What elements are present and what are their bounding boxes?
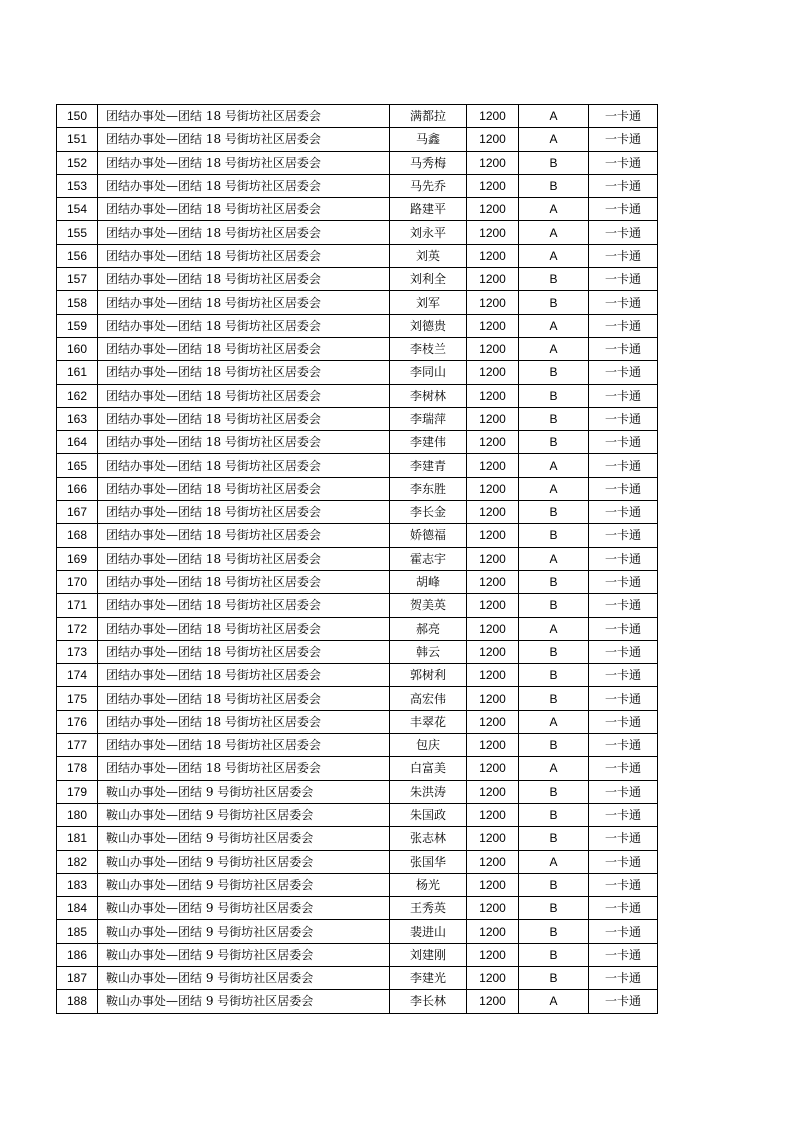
amount-cell: 1200 bbox=[467, 570, 519, 593]
table-row bbox=[57, 687, 658, 710]
payment-cell: 一卡通 bbox=[589, 873, 658, 896]
grade-cell: B bbox=[519, 524, 589, 547]
amount-cell: 1200 bbox=[467, 151, 519, 174]
table-row bbox=[57, 780, 658, 803]
payment-cell: 一卡通 bbox=[589, 757, 658, 780]
grade-cell: B bbox=[519, 687, 589, 710]
amount-cell: 1200 bbox=[467, 337, 519, 360]
row-number-cell: 150 bbox=[57, 105, 98, 128]
row-number-cell: 166 bbox=[57, 477, 98, 500]
name-cell: 高宏伟 bbox=[390, 687, 467, 710]
roster-table bbox=[56, 104, 658, 1014]
name-cell: 路建平 bbox=[390, 198, 467, 221]
unit-cell: 团结办事处—团结 18 号街坊社区居委会 bbox=[98, 664, 390, 687]
amount-cell: 1200 bbox=[467, 407, 519, 430]
name-cell: 李东胜 bbox=[390, 477, 467, 500]
name-cell: 马秀梅 bbox=[390, 151, 467, 174]
payment-cell: 一卡通 bbox=[589, 244, 658, 267]
table-row bbox=[57, 244, 658, 267]
unit-cell: 鞍山办事处—团结 9 号街坊社区居委会 bbox=[98, 966, 390, 989]
roster-table-body bbox=[57, 105, 658, 1014]
payment-cell: 一卡通 bbox=[589, 640, 658, 663]
amount-cell: 1200 bbox=[467, 827, 519, 850]
row-number-cell: 183 bbox=[57, 873, 98, 896]
unit-cell: 团结办事处—团结 18 号街坊社区居委会 bbox=[98, 524, 390, 547]
grade-cell: B bbox=[519, 431, 589, 454]
amount-cell: 1200 bbox=[467, 314, 519, 337]
row-number-cell: 188 bbox=[57, 990, 98, 1013]
unit-cell: 团结办事处—团结 18 号街坊社区居委会 bbox=[98, 547, 390, 570]
row-number-cell: 181 bbox=[57, 827, 98, 850]
table-row bbox=[57, 454, 658, 477]
unit-cell: 团结办事处—团结 18 号街坊社区居委会 bbox=[98, 734, 390, 757]
unit-cell: 团结办事处—团结 18 号街坊社区居委会 bbox=[98, 198, 390, 221]
amount-cell: 1200 bbox=[467, 524, 519, 547]
table-row bbox=[57, 594, 658, 617]
amount-cell: 1200 bbox=[467, 384, 519, 407]
payment-cell: 一卡通 bbox=[589, 734, 658, 757]
amount-cell: 1200 bbox=[467, 873, 519, 896]
table-row bbox=[57, 920, 658, 943]
name-cell: 李同山 bbox=[390, 361, 467, 384]
name-cell: 张国华 bbox=[390, 850, 467, 873]
row-number-cell: 163 bbox=[57, 407, 98, 430]
grade-cell: B bbox=[519, 920, 589, 943]
row-number-cell: 155 bbox=[57, 221, 98, 244]
grade-cell: A bbox=[519, 477, 589, 500]
payment-cell: 一卡通 bbox=[589, 617, 658, 640]
unit-cell: 团结办事处—团结 18 号街坊社区居委会 bbox=[98, 710, 390, 733]
grade-cell: B bbox=[519, 873, 589, 896]
row-number-cell: 169 bbox=[57, 547, 98, 570]
unit-cell: 鞍山办事处—团结 9 号街坊社区居委会 bbox=[98, 780, 390, 803]
name-cell: 刘英 bbox=[390, 244, 467, 267]
row-number-cell: 167 bbox=[57, 501, 98, 524]
row-number-cell: 168 bbox=[57, 524, 98, 547]
amount-cell: 1200 bbox=[467, 477, 519, 500]
grade-cell: B bbox=[519, 361, 589, 384]
unit-cell: 团结办事处—团结 18 号街坊社区居委会 bbox=[98, 174, 390, 197]
unit-cell: 团结办事处—团结 18 号街坊社区居委会 bbox=[98, 314, 390, 337]
name-cell: 胡峰 bbox=[390, 570, 467, 593]
grade-cell: A bbox=[519, 454, 589, 477]
name-cell: 李长林 bbox=[390, 990, 467, 1013]
row-number-cell: 174 bbox=[57, 664, 98, 687]
amount-cell: 1200 bbox=[467, 454, 519, 477]
unit-cell: 团结办事处—团结 18 号街坊社区居委会 bbox=[98, 407, 390, 430]
row-number-cell: 175 bbox=[57, 687, 98, 710]
name-cell: 刘永平 bbox=[390, 221, 467, 244]
grade-cell: B bbox=[519, 664, 589, 687]
grade-cell: A bbox=[519, 757, 589, 780]
amount-cell: 1200 bbox=[467, 664, 519, 687]
table-row bbox=[57, 524, 658, 547]
table-row bbox=[57, 361, 658, 384]
grade-cell: B bbox=[519, 780, 589, 803]
payment-cell: 一卡通 bbox=[589, 570, 658, 593]
payment-cell: 一卡通 bbox=[589, 827, 658, 850]
table-row bbox=[57, 431, 658, 454]
unit-cell: 团结办事处—团结 18 号街坊社区居委会 bbox=[98, 594, 390, 617]
amount-cell: 1200 bbox=[467, 780, 519, 803]
grade-cell: A bbox=[519, 128, 589, 151]
row-number-cell: 156 bbox=[57, 244, 98, 267]
row-number-cell: 161 bbox=[57, 361, 98, 384]
table-row bbox=[57, 827, 658, 850]
grade-cell: B bbox=[519, 268, 589, 291]
payment-cell: 一卡通 bbox=[589, 524, 658, 547]
unit-cell: 团结办事处—团结 18 号街坊社区居委会 bbox=[98, 128, 390, 151]
row-number-cell: 164 bbox=[57, 431, 98, 454]
grade-cell: B bbox=[519, 897, 589, 920]
row-number-cell: 159 bbox=[57, 314, 98, 337]
amount-cell: 1200 bbox=[467, 687, 519, 710]
grade-cell: A bbox=[519, 337, 589, 360]
table-row bbox=[57, 337, 658, 360]
row-number-cell: 153 bbox=[57, 174, 98, 197]
grade-cell: B bbox=[519, 734, 589, 757]
payment-cell: 一卡通 bbox=[589, 151, 658, 174]
amount-cell: 1200 bbox=[467, 198, 519, 221]
name-cell: 李树林 bbox=[390, 384, 467, 407]
amount-cell: 1200 bbox=[467, 268, 519, 291]
name-cell: 包庆 bbox=[390, 734, 467, 757]
row-number-cell: 162 bbox=[57, 384, 98, 407]
unit-cell: 团结办事处—团结 18 号街坊社区居委会 bbox=[98, 570, 390, 593]
grade-cell: A bbox=[519, 710, 589, 733]
table-row bbox=[57, 897, 658, 920]
payment-cell: 一卡通 bbox=[589, 966, 658, 989]
payment-cell: 一卡通 bbox=[589, 268, 658, 291]
grade-cell: B bbox=[519, 966, 589, 989]
row-number-cell: 160 bbox=[57, 337, 98, 360]
table-row bbox=[57, 268, 658, 291]
name-cell: 满都拉 bbox=[390, 105, 467, 128]
grade-cell: B bbox=[519, 501, 589, 524]
table-row bbox=[57, 547, 658, 570]
grade-cell: A bbox=[519, 990, 589, 1013]
row-number-cell: 180 bbox=[57, 803, 98, 826]
grade-cell: A bbox=[519, 198, 589, 221]
name-cell: 娇德福 bbox=[390, 524, 467, 547]
grade-cell: B bbox=[519, 570, 589, 593]
table-row bbox=[57, 198, 658, 221]
payment-cell: 一卡通 bbox=[589, 174, 658, 197]
unit-cell: 团结办事处—团结 18 号街坊社区居委会 bbox=[98, 640, 390, 663]
payment-cell: 一卡通 bbox=[589, 384, 658, 407]
table-row bbox=[57, 221, 658, 244]
amount-cell: 1200 bbox=[467, 943, 519, 966]
amount-cell: 1200 bbox=[467, 291, 519, 314]
row-number-cell: 158 bbox=[57, 291, 98, 314]
name-cell: 刘利全 bbox=[390, 268, 467, 291]
row-number-cell: 157 bbox=[57, 268, 98, 291]
table-row bbox=[57, 966, 658, 989]
payment-cell: 一卡通 bbox=[589, 198, 658, 221]
amount-cell: 1200 bbox=[467, 221, 519, 244]
table-row bbox=[57, 151, 658, 174]
row-number-cell: 184 bbox=[57, 897, 98, 920]
name-cell: 郝亮 bbox=[390, 617, 467, 640]
payment-cell: 一卡通 bbox=[589, 664, 658, 687]
unit-cell: 鞍山办事处—团结 9 号街坊社区居委会 bbox=[98, 850, 390, 873]
unit-cell: 团结办事处—团结 18 号街坊社区居委会 bbox=[98, 757, 390, 780]
name-cell: 刘军 bbox=[390, 291, 467, 314]
row-number-cell: 182 bbox=[57, 850, 98, 873]
row-number-cell: 172 bbox=[57, 617, 98, 640]
unit-cell: 团结办事处—团结 18 号街坊社区居委会 bbox=[98, 501, 390, 524]
table-row bbox=[57, 664, 658, 687]
table-row bbox=[57, 174, 658, 197]
unit-cell: 鞍山办事处—团结 9 号街坊社区居委会 bbox=[98, 943, 390, 966]
payment-cell: 一卡通 bbox=[589, 920, 658, 943]
unit-cell: 鞍山办事处—团结 9 号街坊社区居委会 bbox=[98, 873, 390, 896]
grade-cell: B bbox=[519, 291, 589, 314]
unit-cell: 团结办事处—团结 18 号街坊社区居委会 bbox=[98, 384, 390, 407]
payment-cell: 一卡通 bbox=[589, 337, 658, 360]
unit-cell: 团结办事处—团结 18 号街坊社区居委会 bbox=[98, 105, 390, 128]
amount-cell: 1200 bbox=[467, 547, 519, 570]
table-row bbox=[57, 873, 658, 896]
row-number-cell: 179 bbox=[57, 780, 98, 803]
unit-cell: 团结办事处—团结 18 号街坊社区居委会 bbox=[98, 431, 390, 454]
amount-cell: 1200 bbox=[467, 594, 519, 617]
name-cell: 霍志宇 bbox=[390, 547, 467, 570]
row-number-cell: 185 bbox=[57, 920, 98, 943]
name-cell: 杨光 bbox=[390, 873, 467, 896]
amount-cell: 1200 bbox=[467, 920, 519, 943]
grade-cell: B bbox=[519, 174, 589, 197]
name-cell: 李建青 bbox=[390, 454, 467, 477]
unit-cell: 鞍山办事处—团结 9 号街坊社区居委会 bbox=[98, 803, 390, 826]
name-cell: 李建光 bbox=[390, 966, 467, 989]
table-row bbox=[57, 128, 658, 151]
unit-cell: 团结办事处—团结 18 号街坊社区居委会 bbox=[98, 361, 390, 384]
payment-cell: 一卡通 bbox=[589, 361, 658, 384]
name-cell: 李枝兰 bbox=[390, 337, 467, 360]
amount-cell: 1200 bbox=[467, 174, 519, 197]
name-cell: 张志林 bbox=[390, 827, 467, 850]
unit-cell: 团结办事处—团结 18 号街坊社区居委会 bbox=[98, 454, 390, 477]
amount-cell: 1200 bbox=[467, 431, 519, 454]
payment-cell: 一卡通 bbox=[589, 105, 658, 128]
table-row bbox=[57, 734, 658, 757]
row-number-cell: 176 bbox=[57, 710, 98, 733]
unit-cell: 鞍山办事处—团结 9 号街坊社区居委会 bbox=[98, 897, 390, 920]
name-cell: 李瑞萍 bbox=[390, 407, 467, 430]
name-cell: 郭树利 bbox=[390, 664, 467, 687]
table-row bbox=[57, 757, 658, 780]
unit-cell: 团结办事处—团结 18 号街坊社区居委会 bbox=[98, 617, 390, 640]
payment-cell: 一卡通 bbox=[589, 407, 658, 430]
amount-cell: 1200 bbox=[467, 501, 519, 524]
table-row bbox=[57, 384, 658, 407]
table-row bbox=[57, 803, 658, 826]
payment-cell: 一卡通 bbox=[589, 501, 658, 524]
grade-cell: B bbox=[519, 943, 589, 966]
unit-cell: 鞍山办事处—团结 9 号街坊社区居委会 bbox=[98, 990, 390, 1013]
row-number-cell: 165 bbox=[57, 454, 98, 477]
grade-cell: A bbox=[519, 221, 589, 244]
payment-cell: 一卡通 bbox=[589, 803, 658, 826]
payment-cell: 一卡通 bbox=[589, 431, 658, 454]
amount-cell: 1200 bbox=[467, 850, 519, 873]
table-row bbox=[57, 477, 658, 500]
payment-cell: 一卡通 bbox=[589, 314, 658, 337]
unit-cell: 鞍山办事处—团结 9 号街坊社区居委会 bbox=[98, 920, 390, 943]
unit-cell: 团结办事处—团结 18 号街坊社区居委会 bbox=[98, 221, 390, 244]
table-row bbox=[57, 990, 658, 1013]
row-number-cell: 178 bbox=[57, 757, 98, 780]
amount-cell: 1200 bbox=[467, 897, 519, 920]
unit-cell: 鞍山办事处—团结 9 号街坊社区居委会 bbox=[98, 827, 390, 850]
grade-cell: B bbox=[519, 151, 589, 174]
row-number-cell: 186 bbox=[57, 943, 98, 966]
row-number-cell: 154 bbox=[57, 198, 98, 221]
name-cell: 丰翠花 bbox=[390, 710, 467, 733]
amount-cell: 1200 bbox=[467, 244, 519, 267]
name-cell: 王秀英 bbox=[390, 897, 467, 920]
table-row bbox=[57, 710, 658, 733]
payment-cell: 一卡通 bbox=[589, 221, 658, 244]
name-cell: 李建伟 bbox=[390, 431, 467, 454]
name-cell: 马先乔 bbox=[390, 174, 467, 197]
amount-cell: 1200 bbox=[467, 617, 519, 640]
payment-cell: 一卡通 bbox=[589, 990, 658, 1013]
payment-cell: 一卡通 bbox=[589, 897, 658, 920]
payment-cell: 一卡通 bbox=[589, 710, 658, 733]
amount-cell: 1200 bbox=[467, 361, 519, 384]
grade-cell: B bbox=[519, 594, 589, 617]
name-cell: 朱洪涛 bbox=[390, 780, 467, 803]
name-cell: 贺美英 bbox=[390, 594, 467, 617]
table-row bbox=[57, 570, 658, 593]
amount-cell: 1200 bbox=[467, 757, 519, 780]
name-cell: 朱国政 bbox=[390, 803, 467, 826]
row-number-cell: 152 bbox=[57, 151, 98, 174]
grade-cell: B bbox=[519, 827, 589, 850]
amount-cell: 1200 bbox=[467, 710, 519, 733]
amount-cell: 1200 bbox=[467, 966, 519, 989]
name-cell: 韩云 bbox=[390, 640, 467, 663]
row-number-cell: 173 bbox=[57, 640, 98, 663]
unit-cell: 团结办事处—团结 18 号街坊社区居委会 bbox=[98, 337, 390, 360]
amount-cell: 1200 bbox=[467, 734, 519, 757]
grade-cell: B bbox=[519, 384, 589, 407]
unit-cell: 团结办事处—团结 18 号街坊社区居委会 bbox=[98, 291, 390, 314]
payment-cell: 一卡通 bbox=[589, 850, 658, 873]
unit-cell: 团结办事处—团结 18 号街坊社区居委会 bbox=[98, 244, 390, 267]
row-number-cell: 177 bbox=[57, 734, 98, 757]
row-number-cell: 170 bbox=[57, 570, 98, 593]
row-number-cell: 171 bbox=[57, 594, 98, 617]
grade-cell: A bbox=[519, 244, 589, 267]
name-cell: 李长金 bbox=[390, 501, 467, 524]
grade-cell: B bbox=[519, 407, 589, 430]
name-cell: 裴进山 bbox=[390, 920, 467, 943]
unit-cell: 团结办事处—团结 18 号街坊社区居委会 bbox=[98, 268, 390, 291]
grade-cell: A bbox=[519, 105, 589, 128]
table-row bbox=[57, 617, 658, 640]
table-row bbox=[57, 291, 658, 314]
unit-cell: 团结办事处—团结 18 号街坊社区居委会 bbox=[98, 687, 390, 710]
payment-cell: 一卡通 bbox=[589, 547, 658, 570]
grade-cell: A bbox=[519, 547, 589, 570]
table-row bbox=[57, 407, 658, 430]
grade-cell: A bbox=[519, 617, 589, 640]
unit-cell: 团结办事处—团结 18 号街坊社区居委会 bbox=[98, 151, 390, 174]
table-row bbox=[57, 943, 658, 966]
table-row bbox=[57, 314, 658, 337]
payment-cell: 一卡通 bbox=[589, 943, 658, 966]
amount-cell: 1200 bbox=[467, 990, 519, 1013]
name-cell: 白富美 bbox=[390, 757, 467, 780]
table-row bbox=[57, 640, 658, 663]
name-cell: 马鑫 bbox=[390, 128, 467, 151]
unit-cell: 团结办事处—团结 18 号街坊社区居委会 bbox=[98, 477, 390, 500]
payment-cell: 一卡通 bbox=[589, 687, 658, 710]
payment-cell: 一卡通 bbox=[589, 128, 658, 151]
grade-cell: A bbox=[519, 850, 589, 873]
grade-cell: A bbox=[519, 314, 589, 337]
payment-cell: 一卡通 bbox=[589, 780, 658, 803]
table-row bbox=[57, 501, 658, 524]
payment-cell: 一卡通 bbox=[589, 454, 658, 477]
name-cell: 刘建刚 bbox=[390, 943, 467, 966]
payment-cell: 一卡通 bbox=[589, 477, 658, 500]
grade-cell: B bbox=[519, 803, 589, 826]
payment-cell: 一卡通 bbox=[589, 594, 658, 617]
table-row bbox=[57, 105, 658, 128]
amount-cell: 1200 bbox=[467, 105, 519, 128]
row-number-cell: 151 bbox=[57, 128, 98, 151]
grade-cell: B bbox=[519, 640, 589, 663]
payment-cell: 一卡通 bbox=[589, 291, 658, 314]
row-number-cell: 187 bbox=[57, 966, 98, 989]
name-cell: 刘德贵 bbox=[390, 314, 467, 337]
amount-cell: 1200 bbox=[467, 803, 519, 826]
table-row bbox=[57, 850, 658, 873]
amount-cell: 1200 bbox=[467, 128, 519, 151]
amount-cell: 1200 bbox=[467, 640, 519, 663]
